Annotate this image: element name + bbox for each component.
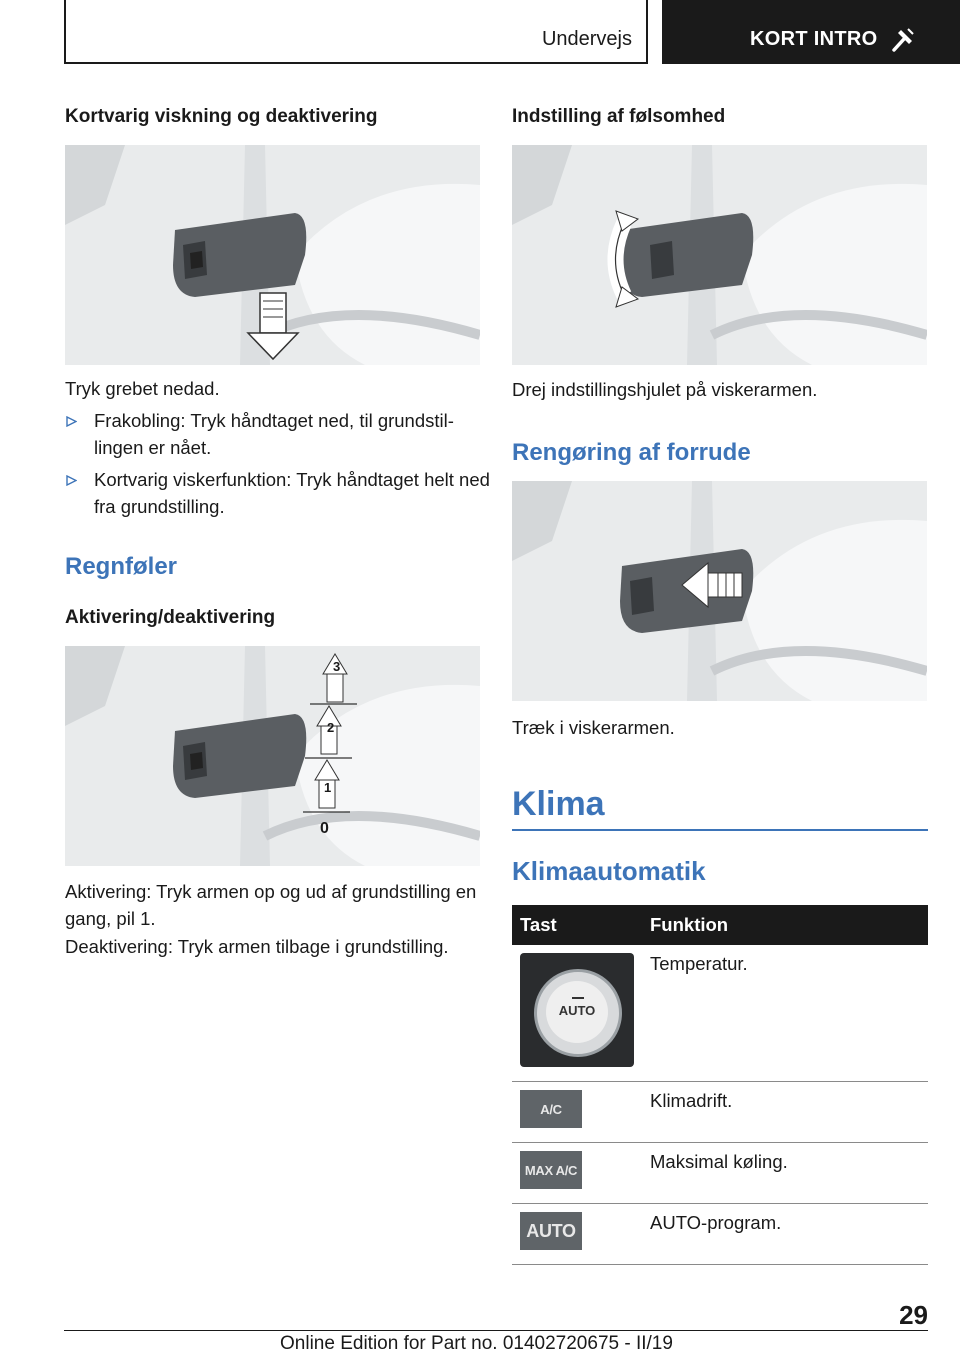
knob-label: AUTO bbox=[558, 1003, 596, 1018]
bullet-triangle-icon bbox=[66, 475, 77, 486]
max-ac-button: MAX A/C bbox=[520, 1151, 582, 1189]
illustration-wiper-press-down bbox=[65, 145, 480, 365]
table-row bbox=[512, 1204, 928, 1265]
illustration-sensitivity-wheel bbox=[512, 145, 927, 365]
illustration-rain-sensor-positions bbox=[65, 646, 480, 866]
illus-label-2: 2 bbox=[327, 720, 335, 735]
illus-label-3: 3 bbox=[333, 659, 341, 674]
text-press-down: Tryk grebet nedad. bbox=[65, 378, 220, 399]
heading-klimaautomatik: Klimaautomatik bbox=[512, 856, 706, 886]
text-activation: Aktivering: Tryk armen op og ud af grundstilling en gang, pil 1. bbox=[65, 881, 477, 929]
text-deactivation: Deaktivering: Tryk armen tilbage i grundstilling. bbox=[65, 936, 449, 957]
chapter-tab[interactable] bbox=[662, 0, 960, 64]
klima-divider bbox=[512, 829, 928, 831]
func-temperature: Temperatur. bbox=[642, 945, 928, 1082]
ac-button: A/C bbox=[520, 1090, 582, 1128]
func-ac: Klimadrift. bbox=[642, 1082, 928, 1143]
bullet-triangle-icon bbox=[66, 416, 77, 427]
auto-button: AUTO bbox=[520, 1212, 582, 1250]
header-section-box bbox=[64, 0, 648, 64]
text-sensitivity: Drej indstillingshjulet på viskerarmen. bbox=[512, 379, 818, 400]
table-row bbox=[512, 1082, 928, 1143]
page-number: 29 bbox=[899, 1300, 928, 1330]
col-key: Tast bbox=[512, 905, 642, 945]
auto-temperature-knob bbox=[520, 953, 634, 1067]
climate-function-table bbox=[512, 905, 928, 1265]
table-row bbox=[512, 945, 928, 1082]
bullet-short-wipe: Kortvarig viskerfunktion: Tryk håndtaget helt ned fra grundstilling. bbox=[94, 469, 490, 517]
func-max-ac: Maksimal køling. bbox=[642, 1143, 928, 1204]
list-item bbox=[66, 407, 486, 463]
section-title: Undervejs bbox=[541, 28, 632, 50]
illus-label-1: 1 bbox=[324, 780, 332, 795]
heading-rain-sensor: Regnføler bbox=[65, 553, 178, 580]
list-item bbox=[66, 466, 490, 522]
bullet-disengage: Frakobling: Tryk håndtaget ned, til grundstillingen er nået. bbox=[94, 410, 454, 458]
col-function: Funktion bbox=[642, 905, 928, 945]
heading-short-wipe: Kortvarig viskning og deaktivering bbox=[65, 106, 378, 127]
footer-edition: Online Edition for Part no. 01402720675 - II/19 bbox=[280, 1333, 673, 1354]
table-row bbox=[512, 1143, 928, 1204]
heading-klima: Klima bbox=[512, 785, 605, 823]
heading-sensitivity: Indstilling af følsomhed bbox=[512, 106, 726, 127]
illus-label-0: 0 bbox=[320, 820, 329, 837]
chapter-tab-label: KORT INTRO bbox=[750, 28, 878, 50]
heading-activation: Aktivering/deaktivering bbox=[65, 607, 276, 628]
footer-rule bbox=[64, 1330, 928, 1331]
func-auto: AUTO-program. bbox=[642, 1204, 928, 1265]
illustration-pull-wiper-arm bbox=[512, 481, 927, 701]
text-pull-arm: Træk i viskerarmen. bbox=[512, 717, 675, 738]
heading-windshield-cleaning: Rengøring af forrude bbox=[512, 439, 751, 466]
quick-guide-icon bbox=[890, 26, 916, 52]
